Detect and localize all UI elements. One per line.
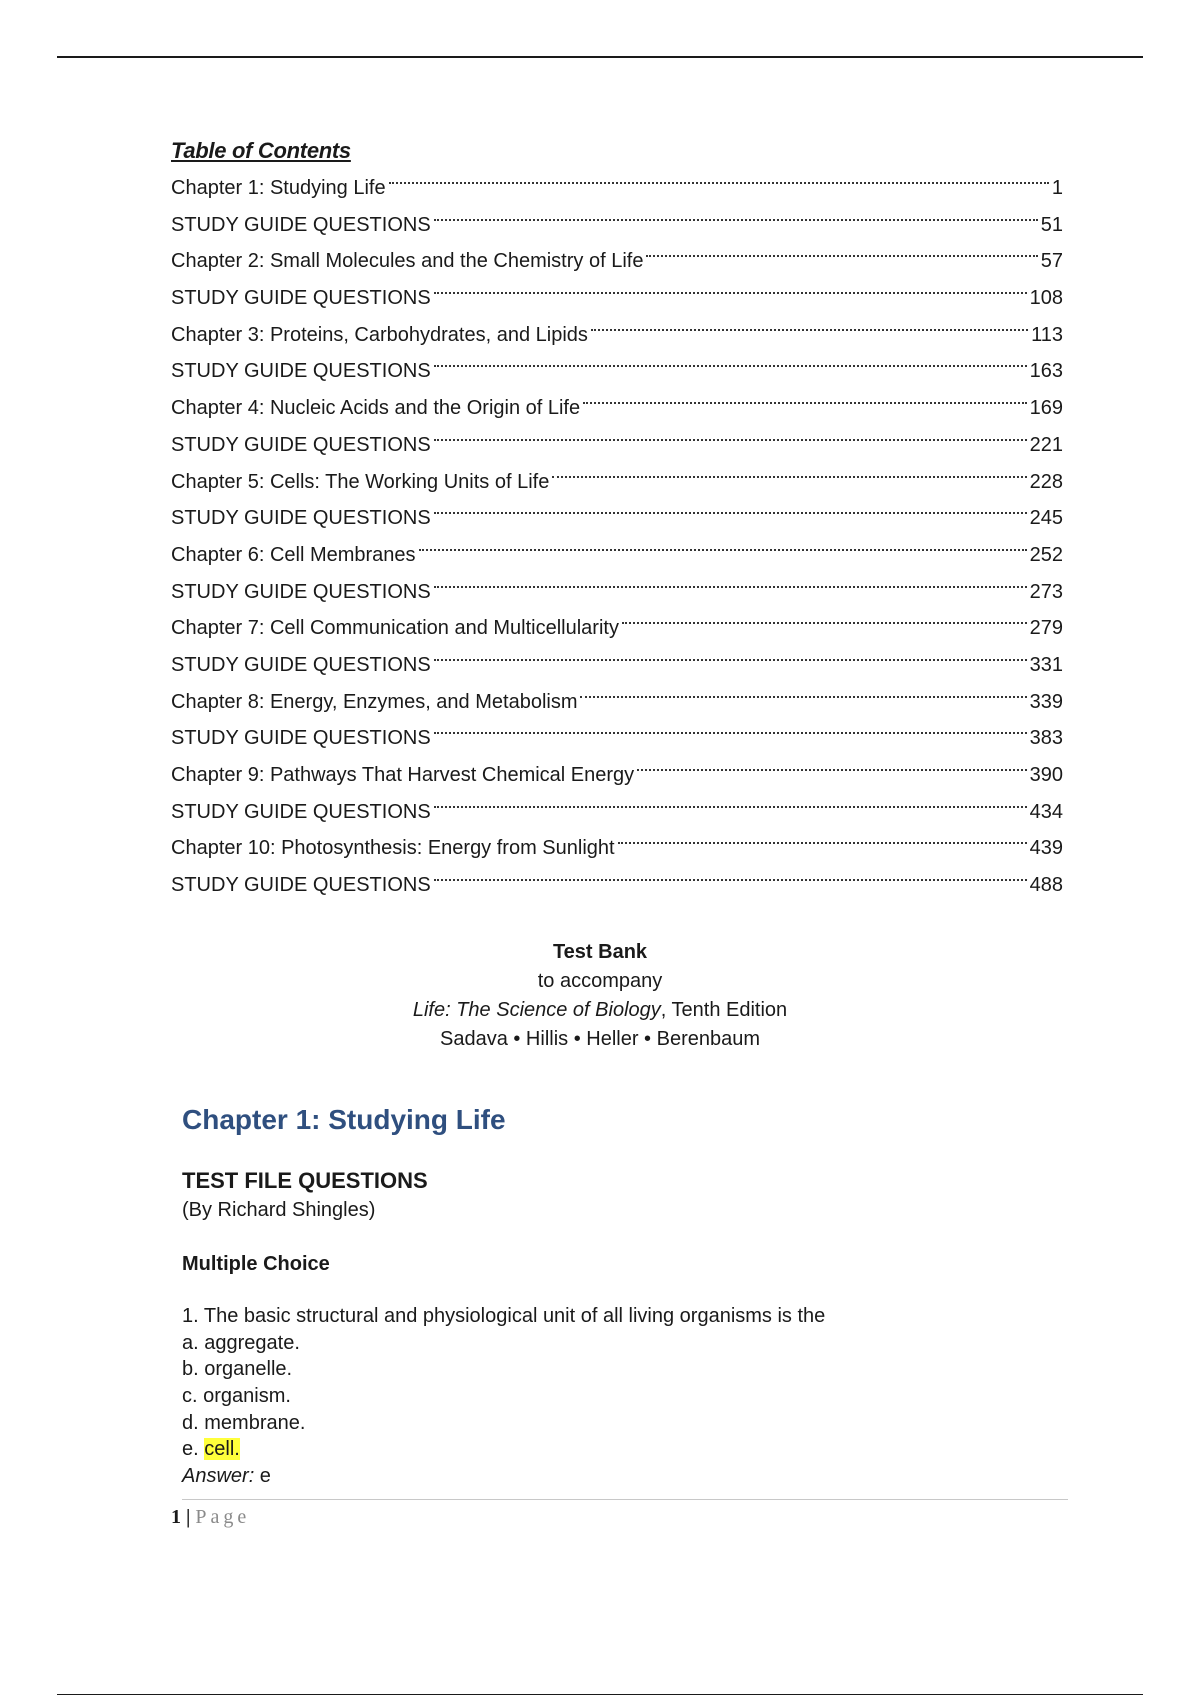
toc-dot-leader — [419, 512, 1027, 551]
toc-entry-page: 51 — [1040, 213, 1063, 236]
option-b — [182, 1356, 825, 1383]
toc-entry-label: STUDY GUIDE QUESTIONS — [171, 874, 431, 897]
option-c — [182, 1383, 825, 1410]
toc-entry-page: 383 — [1029, 727, 1063, 750]
option-d — [182, 1410, 825, 1437]
bottom-rule — [57, 1694, 1143, 1695]
authors: Sadava • Hillis • Heller • Berenbaum — [439, 1028, 761, 1050]
toc-dot-leader — [580, 659, 1026, 698]
book-title-line — [0, 996, 1200, 1025]
accompany-text: to accompany — [537, 970, 663, 992]
section-heading: TEST FILE QUESTIONS — [182, 1168, 428, 1193]
toc-entry-label: STUDY GUIDE QUESTIONS — [171, 287, 431, 310]
answer-label: Answer: — [182, 1465, 255, 1488]
toc-dot-leader — [646, 219, 1037, 258]
option-text-highlighted: cell. — [204, 1438, 240, 1461]
toc-dot-leader — [434, 622, 1027, 661]
toc-entry-page: 439 — [1029, 837, 1063, 860]
question-stem: 1. The basic structural and physiological unit of all living organisms is the — [182, 1305, 826, 1327]
toc-entry-page: 245 — [1029, 507, 1063, 530]
option-letter: a. — [182, 1331, 205, 1354]
toc-entry-page: 221 — [1029, 433, 1063, 456]
toc-entry-page: 488 — [1029, 874, 1063, 897]
toc-entry-page: 57 — [1040, 250, 1063, 273]
section-author: (By Richard Shingles) — [182, 1199, 376, 1221]
test-bank-title: Test Bank — [552, 941, 648, 963]
toc-entry-label: Chapter 2: Small Molecules and the Chemistry of Life — [171, 250, 644, 273]
toc-dot-leader — [552, 439, 1026, 478]
toc-dot-leader — [434, 549, 1027, 588]
toc-dot-leader — [618, 806, 1027, 845]
toc-dot-leader — [434, 696, 1027, 735]
toc-entry-page: 331 — [1029, 653, 1063, 676]
page-footer — [171, 1503, 250, 1531]
toc-entry-page: 228 — [1029, 470, 1063, 493]
toc-entry-page: 1 — [1051, 177, 1063, 199]
chapter-heading: Chapter 1: Studying Life — [182, 1104, 506, 1135]
toc-title: Table of Contents — [171, 138, 351, 163]
toc-dot-leader — [434, 402, 1027, 441]
toc-entry-page: 169 — [1029, 397, 1063, 420]
top-rule — [57, 56, 1143, 58]
option-text: membrane. — [204, 1411, 306, 1434]
toc-list — [171, 164, 1063, 897]
footer-separator: | — [181, 1506, 196, 1528]
toc-entry-page: 390 — [1029, 764, 1063, 786]
toc-dot-leader — [583, 365, 1027, 404]
toc-entry-label: STUDY GUIDE QUESTIONS — [171, 653, 431, 676]
toc-dot-leader — [434, 842, 1027, 881]
question-block — [182, 1303, 825, 1490]
toc-entry-page: 273 — [1029, 580, 1063, 603]
toc-entry-label: Chapter 7: Cell Communication and Multicellularity — [171, 617, 619, 640]
option-text: organism. — [203, 1385, 291, 1408]
toc-entry-page: 252 — [1029, 543, 1063, 566]
option-letter: d. — [182, 1411, 205, 1434]
toc-dot-leader — [434, 769, 1027, 808]
toc-entry-label: STUDY GUIDE QUESTIONS — [171, 433, 431, 456]
toc-entry-page: 434 — [1029, 800, 1063, 823]
toc-entry-label: STUDY GUIDE QUESTIONS — [171, 507, 431, 530]
toc-dot-leader — [591, 292, 1028, 331]
toc-entry-label: Chapter 8: Energy, Enzymes, and Metabolism — [171, 690, 578, 713]
toc-entry-label: Chapter 5: Cells: The Working Units of Life — [171, 470, 550, 493]
page-number: 1 — [171, 1506, 181, 1528]
option-letter: e. — [182, 1438, 205, 1461]
page-word: Page — [195, 1506, 251, 1528]
toc-entry-label: Chapter 10: Photosynthesis: Energy from Sunlight — [171, 837, 615, 860]
footer-rule — [182, 1499, 1068, 1500]
toc-entry-page: 108 — [1029, 287, 1063, 310]
toc-entry-label: Chapter 1: Studying Life — [171, 177, 386, 199]
toc-entry-label: STUDY GUIDE QUESTIONS — [171, 213, 431, 236]
toc-dot-leader — [434, 329, 1027, 368]
edition: , Tenth Edition — [660, 999, 788, 1021]
toc-entry-label: STUDY GUIDE QUESTIONS — [171, 580, 431, 603]
toc-entry-label: Chapter 6: Cell Membranes — [171, 543, 416, 566]
option-letter: c. — [182, 1385, 204, 1408]
subsection-heading: Multiple Choice — [182, 1253, 330, 1275]
option-e — [182, 1436, 825, 1463]
toc-entry-label: Chapter 4: Nucleic Acids and the Origin of Life — [171, 397, 581, 420]
answer-value: e — [254, 1465, 271, 1488]
toc-dot-leader — [622, 586, 1027, 625]
toc-entry-page: 163 — [1029, 360, 1063, 383]
option-text: aggregate. — [204, 1331, 300, 1354]
toc-entry-label: Chapter 9: Pathways That Harvest Chemical Energy — [171, 764, 635, 786]
toc-dot-leader — [434, 476, 1027, 515]
toc-dot-leader — [434, 255, 1027, 294]
table-of-contents — [171, 138, 1063, 897]
toc-dot-leader — [389, 154, 1049, 184]
toc-entry-page: 113 — [1031, 323, 1063, 346]
book-title: Life: The Science of Biology — [412, 999, 661, 1021]
option-text: organelle. — [204, 1358, 293, 1381]
toc-entry-label: STUDY GUIDE QUESTIONS — [171, 800, 431, 823]
title-block — [0, 938, 1200, 1054]
toc-entry-page: 279 — [1029, 617, 1063, 640]
toc-entry-label: STUDY GUIDE QUESTIONS — [171, 360, 431, 383]
option-a — [182, 1330, 825, 1357]
answer-line — [182, 1463, 825, 1490]
toc-entry-label: STUDY GUIDE QUESTIONS — [171, 727, 431, 750]
toc-dot-leader — [637, 732, 1026, 771]
toc-entry-label: Chapter 3: Proteins, Carbohydrates, and Lipids — [171, 323, 588, 346]
option-letter: b. — [182, 1358, 205, 1381]
toc-dot-leader — [434, 182, 1038, 221]
toc-entry-page: 339 — [1029, 690, 1063, 713]
